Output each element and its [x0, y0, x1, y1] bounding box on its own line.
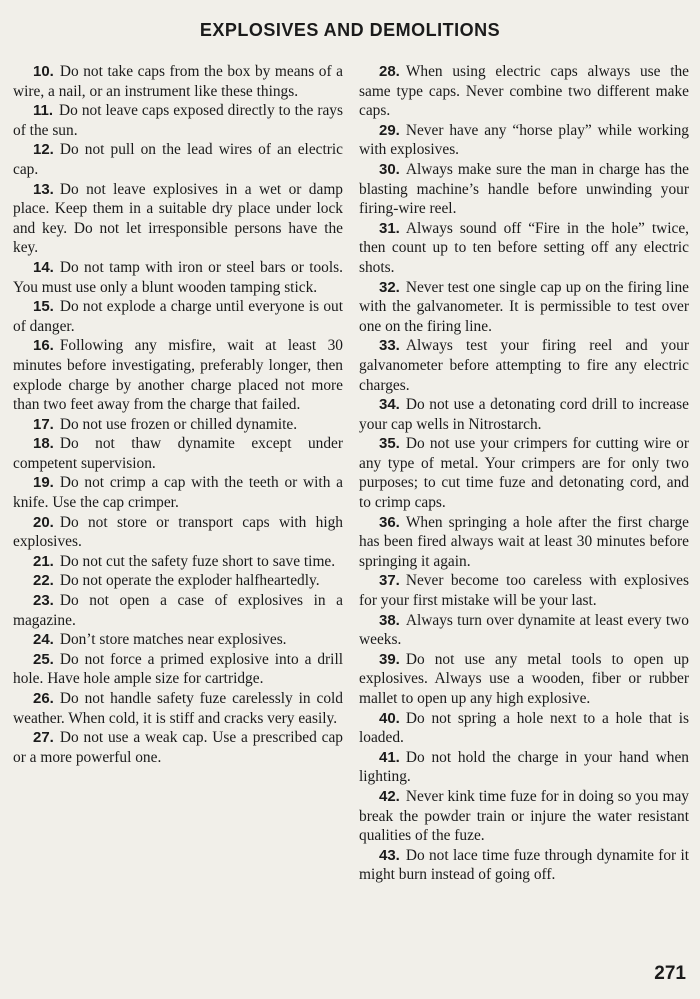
rule-14 — [13, 258, 343, 297]
rule-20 — [13, 513, 343, 552]
rule-37 — [359, 571, 689, 610]
rule-number: 12. — [33, 141, 54, 159]
rule-number: 24. — [33, 631, 54, 649]
rule-number: 33. — [379, 337, 400, 355]
rule-text: Always sound off “Fire in the hole” twice, then count up to ten before setting off any electric shots. — [359, 219, 689, 276]
page-title: EXPLOSIVES AND DEMOLITIONS — [199, 20, 501, 40]
rule-text: Always test your firing reel and your galvanometer before attempting to fire any electric charges. — [359, 337, 689, 394]
rule-text: Do not tamp with iron or steel bars or tools. You must use only a blunt wooden tamping stick. — [13, 258, 343, 296]
rule-text: Don’t store matches near explosives. — [59, 631, 287, 649]
rule-text: When springing a hole after the first charge has been fired always wait at least 30 minutes before springing it again. — [359, 513, 689, 570]
rule-15 — [13, 297, 343, 336]
rule-25 — [13, 650, 343, 689]
rule-number: 38. — [379, 611, 400, 629]
rule-text: Do not hold the charge in your hand when lighting. — [359, 748, 689, 786]
rule-number: 13. — [33, 180, 54, 198]
rule-16 — [13, 336, 343, 414]
rule-number: 16. — [33, 337, 54, 355]
rule-number: 22. — [33, 572, 54, 590]
rule-text: Do not crimp a cap with the teeth or with a knife. Use the cap crimper. — [13, 474, 343, 512]
rule-text: Never become too careless with explosives for your first mistake will be your last. — [359, 572, 689, 610]
rule-39 — [359, 650, 689, 709]
rule-text: Do not spring a hole next to a hole that is loaded. — [359, 709, 689, 747]
rule-number: 18. — [33, 435, 54, 453]
rule-23 — [13, 591, 343, 630]
rule-18 — [13, 434, 343, 473]
rule-number: 31. — [379, 219, 400, 237]
rule-11 — [13, 101, 343, 140]
rule-text: Never kink time fuze for in doing so you may break the powder train or injure the water resistant qualities of the fuze. — [359, 787, 689, 845]
rule-38 — [359, 611, 689, 650]
rule-text: Never have any “horse play” while working with explosives. — [359, 121, 689, 159]
rule-12 — [13, 140, 343, 179]
rule-text: Do not cut the safety fuze short to save time. — [59, 552, 336, 570]
rule-text: When using electric caps always use the same type caps. Never combine two different make caps. — [359, 63, 689, 120]
rule-number: 23. — [33, 592, 54, 610]
rule-text: Do not explode a charge until everyone is out of danger. — [13, 298, 343, 335]
rule-number: 25. — [33, 650, 54, 668]
rule-number: 36. — [379, 513, 400, 531]
rule-21 — [13, 552, 343, 572]
rule-number: 34. — [379, 396, 400, 414]
rule-number: 28. — [379, 63, 400, 80]
rule-32 — [359, 278, 689, 337]
rule-text: Do not use any metal tools to open up explosives. Always use a wooden, fiber or rubber mallet to open up any high explosive. — [359, 650, 689, 707]
rule-text: Do not lace time fuze through dynamite for it might burn instead of going off. — [359, 846, 689, 884]
rule-27 — [13, 728, 343, 767]
rule-number: 21. — [33, 552, 54, 570]
rule-text: Following any misfire, wait at least 30 minutes before investigating, preferably longer, then explode charge by another charge placed not more than two feet away from the charge that failed. — [13, 337, 343, 414]
rule-text: Do not use a detonating cord drill to increase your cap wells in Nitrostarch. — [359, 396, 689, 433]
rule-text: Always turn over dynamite at least every two weeks. — [359, 611, 689, 649]
rule-26 — [13, 689, 343, 728]
rule-number: 30. — [379, 160, 400, 178]
rule-24 — [13, 630, 343, 650]
rule-number: 43. — [379, 846, 400, 864]
rule-17 — [13, 415, 343, 435]
rule-number: 17. — [33, 415, 54, 433]
rule-number: 19. — [33, 474, 54, 492]
left-column — [13, 62, 343, 767]
rule-number: 10. — [33, 63, 54, 80]
rule-number: 35. — [379, 435, 400, 453]
rule-41 — [359, 748, 689, 787]
rule-36 — [359, 513, 689, 572]
right-column — [359, 62, 689, 885]
rule-22 — [13, 571, 343, 591]
rule-29 — [359, 121, 689, 160]
rule-text: Do not thaw dynamite except under competent supervision. — [13, 435, 343, 472]
rule-number: 40. — [379, 709, 400, 727]
rule-text: Do not store or transport caps with high explosives. — [13, 513, 343, 551]
rule-number: 20. — [33, 513, 54, 531]
rule-number: 29. — [379, 121, 400, 139]
rule-text: Do not operate the exploder halfheartedly. — [59, 572, 320, 590]
rule-number: 37. — [379, 572, 400, 590]
rule-35 — [359, 434, 689, 512]
page-number: 271 — [654, 963, 686, 984]
rule-42 — [359, 787, 689, 846]
rule-text: Do not force a primed explosive into a drill hole. Have hole ample size for cartridge. — [13, 650, 343, 688]
rule-number: 11. — [33, 102, 54, 120]
rule-text: Do not use frozen or chilled dynamite. — [59, 415, 298, 433]
rule-30 — [359, 160, 689, 219]
rule-10 — [13, 62, 343, 101]
rule-number: 15. — [33, 298, 54, 316]
rule-text: Do not leave explosives in a wet or damp place. Keep them in a suitable dry place under lock and key. Do not let irresponsible persons have the key. — [13, 180, 343, 257]
rule-number: 14. — [33, 258, 54, 276]
rule-text: Do not use your crimpers for cutting wire or any type of metal. Your crimpers are for only two purposes; to cut time fuze and detonating cord, and to crimp caps. — [359, 435, 689, 512]
rule-number: 26. — [33, 690, 54, 707]
rule-number: 27. — [33, 729, 54, 747]
rule-text: Do not open a case of explosives in a magazine. — [13, 592, 343, 629]
rule-number: 39. — [379, 650, 400, 668]
rule-text: Always make sure the man in charge has the blasting machine’s handle before unwinding your firing-wire reel. — [359, 160, 689, 218]
rule-text: Never test one single cap up on the firing line with the galvanometer. It is permissible to test over one on the firing line. — [359, 278, 689, 335]
rule-33 — [359, 336, 689, 395]
rule-number: 32. — [379, 278, 400, 296]
rule-40 — [359, 709, 689, 748]
rule-31 — [359, 219, 689, 278]
rule-43 — [359, 846, 689, 885]
rule-text: Do not leave caps exposed directly to the rays of the sun. — [13, 102, 343, 139]
rule-text: Do not handle safety fuze carelessly in cold weather. When cold, it is stiff and cracks very easily. — [13, 690, 343, 727]
rule-text: Do not pull on the lead wires of an electric cap. — [13, 141, 343, 178]
rule-34 — [359, 395, 689, 434]
rule-28 — [359, 62, 689, 121]
rule-13 — [13, 180, 343, 258]
rule-number: 42. — [379, 787, 400, 805]
rule-text: Do not use a weak cap. Use a prescribed cap or a more powerful one. — [13, 729, 343, 766]
rule-19 — [13, 473, 343, 512]
rule-text: Do not take caps from the box by means of a wire, a nail, or an instrument like these things. — [13, 63, 343, 100]
rule-number: 41. — [379, 748, 400, 766]
